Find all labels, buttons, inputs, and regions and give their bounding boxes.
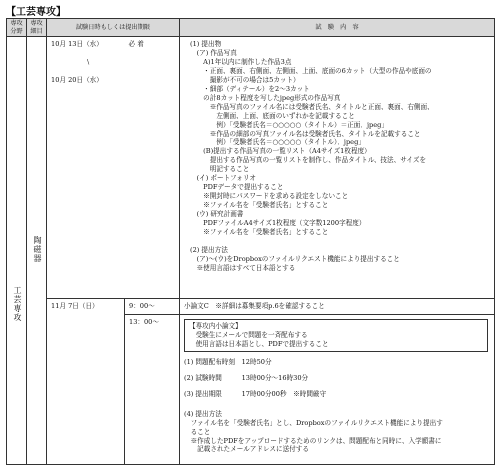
header-date: 試験日時もしくは提出期限 <box>47 19 180 37</box>
submission-list <box>190 40 488 237</box>
table-header-row <box>7 19 495 37</box>
essay-time-2 <box>125 314 180 464</box>
required-cell <box>125 37 180 299</box>
content-line: ※作品写真のファイル名には受験者氏名、タイトルと正面、裏面、右側面、 <box>190 102 434 111</box>
content-line: ※作品の細部の写真ファイル名は受験者氏名、タイトルを記載すること <box>190 129 421 138</box>
subject-name: 陶磁器 <box>32 235 42 263</box>
date-tilde: \ <box>87 57 90 66</box>
subject-cell <box>27 37 47 465</box>
content-line: ※ファイル名を「受験者氏名」とすること <box>190 201 329 210</box>
content-line: 例）「受験者氏名＝○○○○○（タイトル）．jpeg」 <box>190 138 365 147</box>
table-row-submission <box>7 37 495 299</box>
content-line: ※作成したPDFをアップロードするためのリンクは、問題配布と同時に、入学願書に <box>184 436 442 445</box>
header-content: 試 験 内 容 <box>180 19 495 37</box>
submission-dates <box>47 37 125 299</box>
content-line: ※使用言語はすべて日本語とする <box>190 263 296 272</box>
table-row-essay-c <box>7 299 495 315</box>
content-line: PDFデータで提出すること <box>190 183 284 192</box>
content-line: (ア) 作品写真 <box>190 48 237 57</box>
content-line: (B)提出する作品写真の一覧リスト（A4サイズ1枚程度） <box>190 147 371 156</box>
content-line: 例）「受験者氏名＝○○○○○（タイトル）＝正面．jpeg」 <box>190 120 388 129</box>
content-line: (1) 提出物 <box>190 40 222 48</box>
required-label: 必 着 <box>128 40 144 48</box>
content-line: (2) 提出方法 <box>190 245 228 254</box>
date-end: 10月 20日（水） <box>51 75 103 84</box>
header-major: 専攻 分野 <box>7 19 27 37</box>
essay-time-1 <box>125 299 180 315</box>
content-line: (イ) ポートフォリオ <box>190 174 256 183</box>
essay-date-text: 11月 7日（日） <box>51 302 99 310</box>
submission-method <box>190 246 488 273</box>
schedule-item: (1) 問題配布時刻 12時50分 <box>184 357 272 366</box>
major-name: 工芸専攻 <box>12 286 22 322</box>
content-line: (ウ) 研究計画書 <box>190 210 244 219</box>
submission-content <box>180 37 495 299</box>
major-essay-items <box>184 358 488 399</box>
content-line: 左側面、上面、底面のいずれかを記載すること <box>190 111 355 120</box>
essay-c-text: 小論文C ※詳細は募集要項p.6を確認すること <box>184 302 325 310</box>
box-line: 受験生にメールで問題を一斉配布する <box>189 330 308 339</box>
essay-c-content <box>180 299 495 315</box>
content-line: ・細部（ディテール）を2〜3カット <box>190 84 310 93</box>
box-line: 使用言語は日本語とし、PDFで提出すること <box>189 339 329 348</box>
content-line: ※ファイル名を「受験者氏名」とすること <box>190 228 329 237</box>
essay-date <box>47 299 125 465</box>
content-line: PDFファイルA4サイズ1枚程度（文字数1200字程度） <box>190 219 366 228</box>
major-essay-method <box>184 410 488 455</box>
content-line: ※開封時にパスワードを求める設定をしないこと <box>190 192 349 201</box>
content-line: 記載されたメールアドレスに送付する <box>184 445 309 454</box>
major-cell <box>7 37 27 465</box>
content-line: ・正面、裏面、右側面、左側面、上面、底面の6カット（大型の作品や底面の <box>190 66 432 75</box>
content-line: の計8カット程度を写したjpeg形式の作品写真 <box>190 93 341 102</box>
exam-schedule-table <box>6 18 495 465</box>
content-line: 撮影が不可の場合は5カット） <box>190 75 300 84</box>
header-subject: 専攻 細目 <box>27 19 47 37</box>
schedule-item: (3) 提出期限 17時00分00秒 ※時間厳守 <box>184 389 327 398</box>
page-title: 【工芸専攻】 <box>6 7 66 18</box>
content-line: (4) 提出方法 <box>184 409 222 418</box>
major-essay-box <box>184 319 488 352</box>
content-line: A)1年以内に制作した作品3点 <box>190 57 292 66</box>
time-text-2: 13：00〜 <box>129 317 159 326</box>
content-line: ファイル名を「受験者氏名」とし、Dropboxのファイルリクエスト機能により提出す <box>184 418 443 427</box>
box-line: 【専攻内小論文】 <box>189 321 242 330</box>
schedule-item: (2) 試験時間 13時00分〜16時30分 <box>184 373 309 382</box>
time-text-1: 9：00〜 <box>129 302 155 310</box>
major-essay-content <box>180 314 495 464</box>
content-line: (ア)〜(ウ)をDropboxのファイルリクエスト機能により提出すること <box>190 254 400 263</box>
content-line: 明記すること <box>190 165 250 174</box>
content-line: ること <box>184 427 211 436</box>
content-line: 提出する作品写真の一覧リストを制作し、作品タイトル、技法、サイズを <box>190 156 427 165</box>
date-start: 10月 13日（水） <box>51 40 103 48</box>
